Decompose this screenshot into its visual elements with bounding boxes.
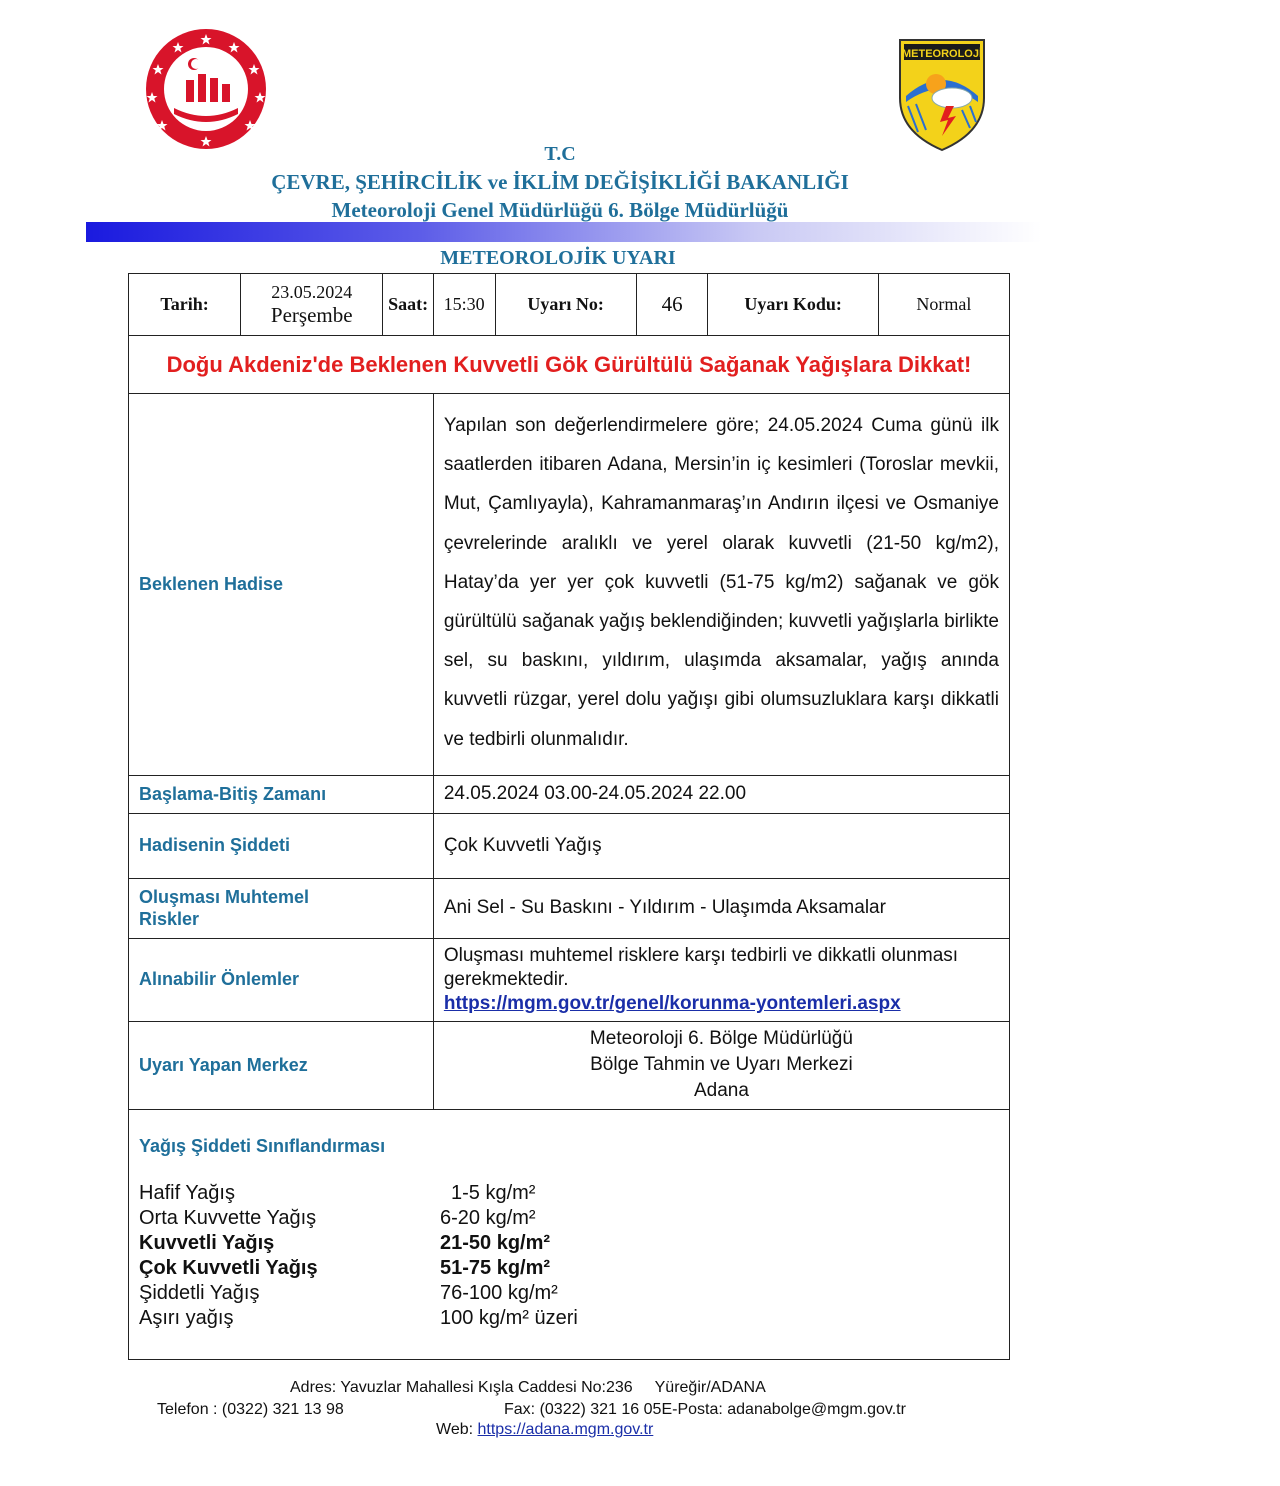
footer-web-link[interactable]: https://adana.mgm.gov.tr <box>477 1421 654 1438</box>
directorate-name: Meteoroloji Genel Müdürlüğü 6. Bölge Müdürlüğü <box>331 198 789 222</box>
date-cell <box>241 274 383 336</box>
class-name: Kuvvetli Yağış <box>139 1232 275 1254</box>
severity-label: Hadisenin Şiddeti <box>129 813 434 878</box>
center-label: Uyarı Yapan Merkez <box>129 1021 434 1109</box>
risks-label: Oluşması Muhtemel Riskler <box>129 878 434 938</box>
header-tc: T.C <box>544 143 576 165</box>
class-name: Orta Kuvvette Yağış <box>139 1207 317 1229</box>
measures-link[interactable]: https://mgm.gov.tr/genel/korunma-yontemleri.aspx <box>443 992 901 1014</box>
footer-fax-email: Fax: (0322) 321 16 05E-Posta: adanabolge@mgm.gov.tr <box>504 1401 906 1418</box>
time-label: Saat: <box>383 274 433 336</box>
date-value: 23.05.2024 <box>271 281 353 302</box>
classification-title: Yağış Şiddeti Sınıflandırması <box>139 1136 386 1156</box>
measures-text: Oluşması muhtemel risklere karşı tedbirli ve dikkatli olunması gerekmektedir. <box>443 944 959 990</box>
start-end-value: 24.05.2024 03.00-24.05.2024 22.00 <box>433 775 1009 813</box>
start-end-label: Başlama-Bitiş Zamanı <box>129 775 434 813</box>
ministry-name: ÇEVRE, ŞEHİRCİLİK ve İKLİM DEĞİŞİKLİĞİ BAKANLIĞI <box>271 170 849 194</box>
center-cell <box>433 1021 1009 1109</box>
warning-headline-text: Doğu Akdeniz'de Beklenen Kuvvetli Gök Gürültülü Sağanak Yağışlara Dikkat! <box>166 351 972 377</box>
class-range: 51-75 kg/m² <box>440 1257 551 1279</box>
document-title: METEOROLOJİK UYARI <box>440 247 676 269</box>
severity-value: Çok Kuvvetli Yağış <box>433 813 1009 878</box>
class-range: 6-20 kg/m² <box>440 1207 536 1229</box>
footer-phone: Telefon : (0322) 321 13 98 <box>157 1401 344 1418</box>
expected-event-text: Yapılan son değerlendirmelere göre; 24.05.2024 Cuma günü ilk saatlerden itibaren Adana, Mersin’in iç kesimleri (Toroslar mevkii, Mut, Çamlıyayla), Kahramanmaraş’ın Andırın ilçesi ve Osmaniye çevrelerinde aralıklı ve yerel olarak kuvvetli (21-50 kg/m2), Hatay’da yer yer çok kuvvetli (51-75 kg/m2) sağanak ve gök gürültülü sağanak yağış beklendiğinden; kuvvetli yağışlarla birlikte sel, su baskını, yıldırım, ulaşımda aksamalar, yağış anında kuvvetli rüzgar, yerel dolu yağışı gibi olumsuzluklara karşı dikkatli ve tedbirli olunmalıdır. <box>433 394 1009 776</box>
class-name: Aşırı yağış <box>139 1307 234 1329</box>
class-range: 1-5 kg/m² <box>451 1182 536 1204</box>
warning-no-label: Uyarı No: <box>495 274 636 336</box>
class-range: 76-100 kg/m² <box>440 1282 558 1304</box>
logo-right-text: METEOROLOJİ <box>901 48 983 60</box>
time-value: 15:30 <box>433 274 495 336</box>
risks-value: Ani Sel - Su Baskını - Yıldırım - Ulaşımda Aksamalar <box>433 878 1009 938</box>
footer-web <box>436 1421 653 1439</box>
warning-no-value: 46 <box>636 274 708 336</box>
measures-label: Alınabilir Önlemler <box>129 938 434 1021</box>
warning-headline <box>129 336 1010 394</box>
warning-table <box>128 273 1010 1360</box>
date-label: Tarih: <box>129 274 241 336</box>
class-name: Hafif Yağış <box>139 1182 235 1204</box>
footer-address: Adres: Yavuzlar Mahallesi Kışla Caddesi No:236 Yüreğir/ADANA <box>290 1379 766 1396</box>
day-value: Perşembe <box>270 302 353 327</box>
class-range: 100 kg/m² üzeri <box>440 1307 578 1329</box>
warning-code-value: Normal <box>878 274 1009 336</box>
expected-event-label: Beklenen Hadise <box>129 394 434 776</box>
center-line-3: Adana <box>693 1080 749 1102</box>
meta-row <box>129 274 1010 336</box>
class-name: Şiddetli Yağış <box>139 1282 260 1304</box>
footer-web-label: Web: <box>436 1421 474 1438</box>
center-line-2: Bölge Tahmin ve Uyarı Merkezi <box>590 1054 853 1076</box>
meteorology-logo <box>896 36 988 152</box>
header-divider-bar <box>86 222 1042 242</box>
measures-cell <box>433 938 1009 1021</box>
class-range: 21-50 kg/m² <box>440 1232 551 1254</box>
ministry-logo <box>134 28 278 150</box>
class-name: Çok Kuvvetli Yağış <box>139 1257 318 1279</box>
warning-code-label: Uyarı Kodu: <box>708 274 878 336</box>
center-line-1: Meteoroloji 6. Bölge Müdürlüğü <box>589 1028 853 1050</box>
